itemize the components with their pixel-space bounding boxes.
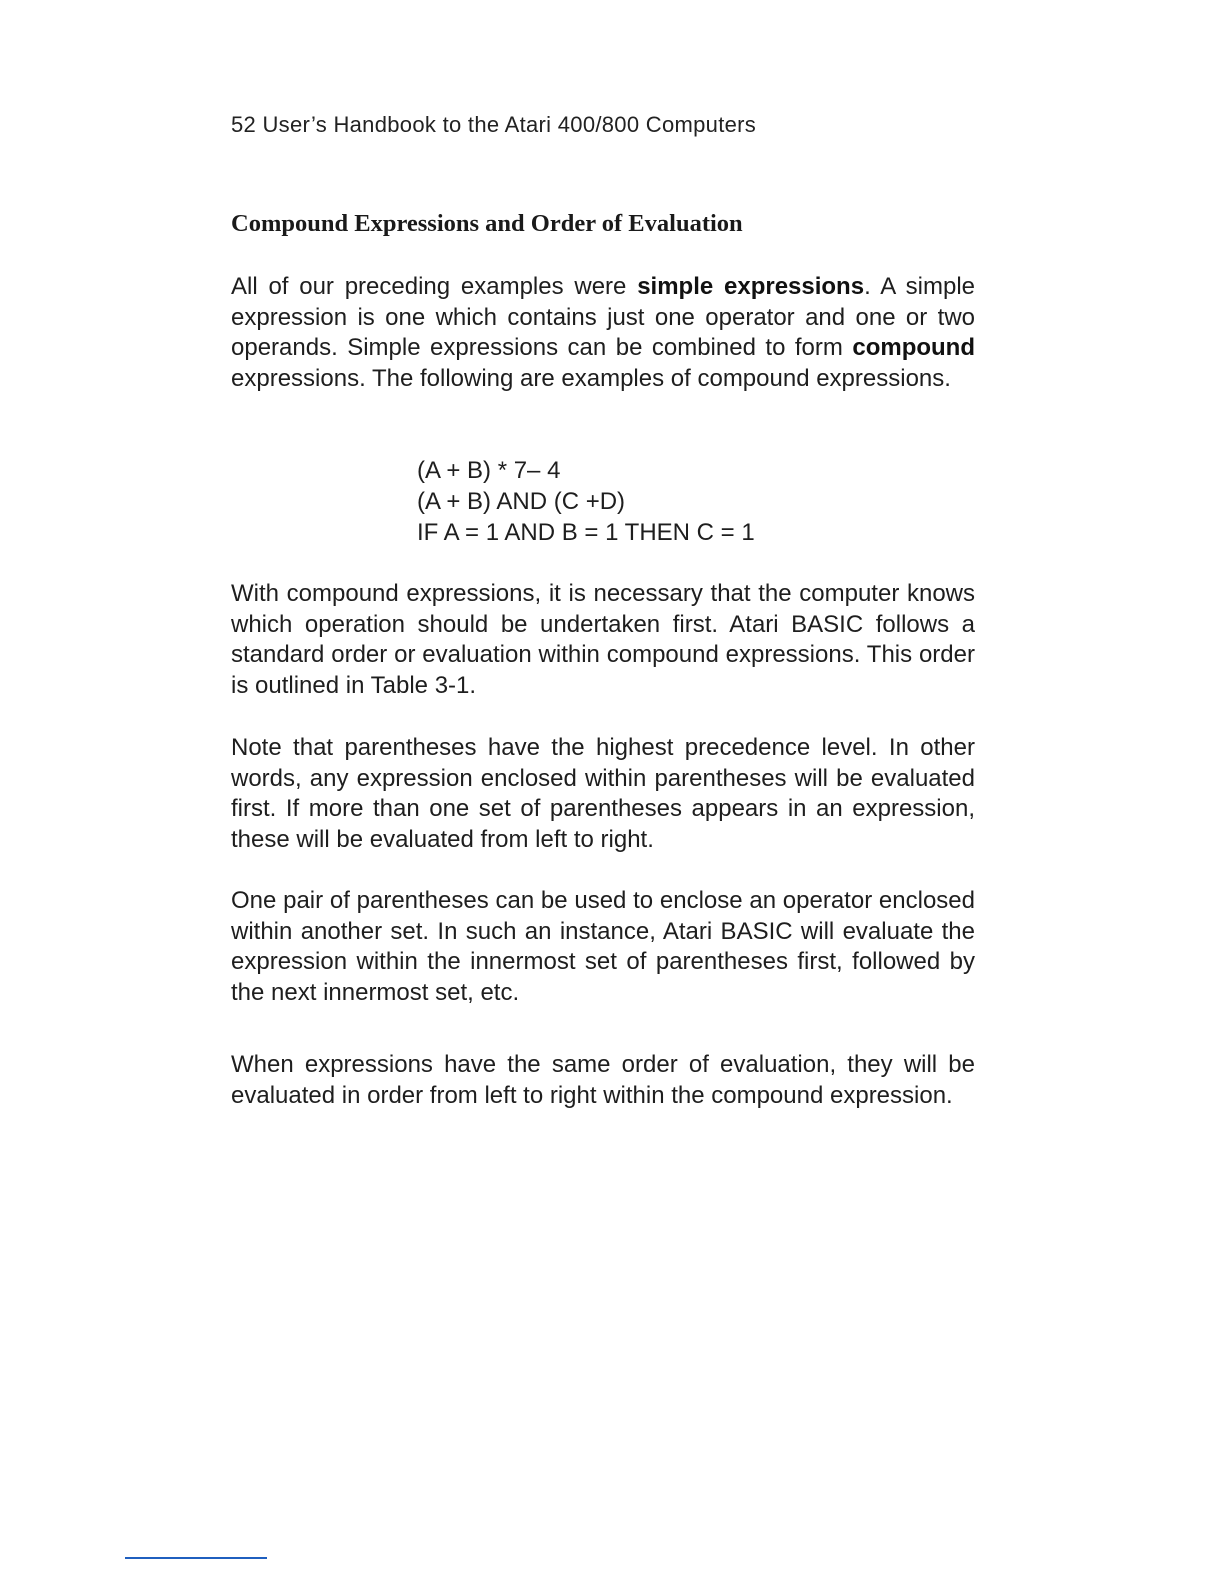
section-heading: Compound Expressions and Order of Evaluation [231, 210, 743, 237]
paragraph-order-of-evaluation: With compound expressions, it is necessary that the computer knows which operation should be undertaken first. Atari BASIC follows a standard order or evaluation within compound expressions. This order is outlined in Table 3-1. [231, 580, 975, 699]
term-compound: compound [852, 334, 975, 362]
paragraph-text: expressions. The following are examples of compound expressions. [231, 364, 951, 392]
code-example-line: (A + B) AND (C +D) [417, 488, 626, 515]
footer-rule [125, 1557, 267, 1559]
code-examples [417, 455, 755, 548]
code-example-line: (A + B) * 7– 4 [417, 457, 561, 484]
paragraph-same-order: When expressions have the same order of evaluation, they will be evaluated in order from left to right within the compound expression. [231, 1051, 975, 1109]
code-example-line: IF A = 1 AND B = 1 THEN C = 1 [417, 519, 755, 546]
paragraph-simple-expressions [231, 272, 975, 394]
paragraph-text: . A simple expression is one which contains just one operator and one or two operands. Simple expressions can be combined to form [231, 273, 976, 362]
paragraph-parentheses-precedence: Note that parentheses have the highest precedence level. In other words, any expression enclosed within parentheses will be evaluated first. If more than one set of parentheses appears in an expression, these will be evaluated from left to right. [231, 734, 975, 853]
running-header: 52 User’s Handbook to the Atari 400/800 Computers [231, 112, 757, 137]
term-simple-expressions: simple expressions [637, 273, 865, 300]
paragraph-text: All of our preceding examples were [231, 273, 638, 300]
paragraph-nested-parentheses: One pair of parentheses can be used to enclose an operator enclosed within another set. In such an instance, Atari BASIC will evaluate the expression within the innermost set of parentheses first, followed by the next innermost set, etc. [231, 887, 975, 1006]
